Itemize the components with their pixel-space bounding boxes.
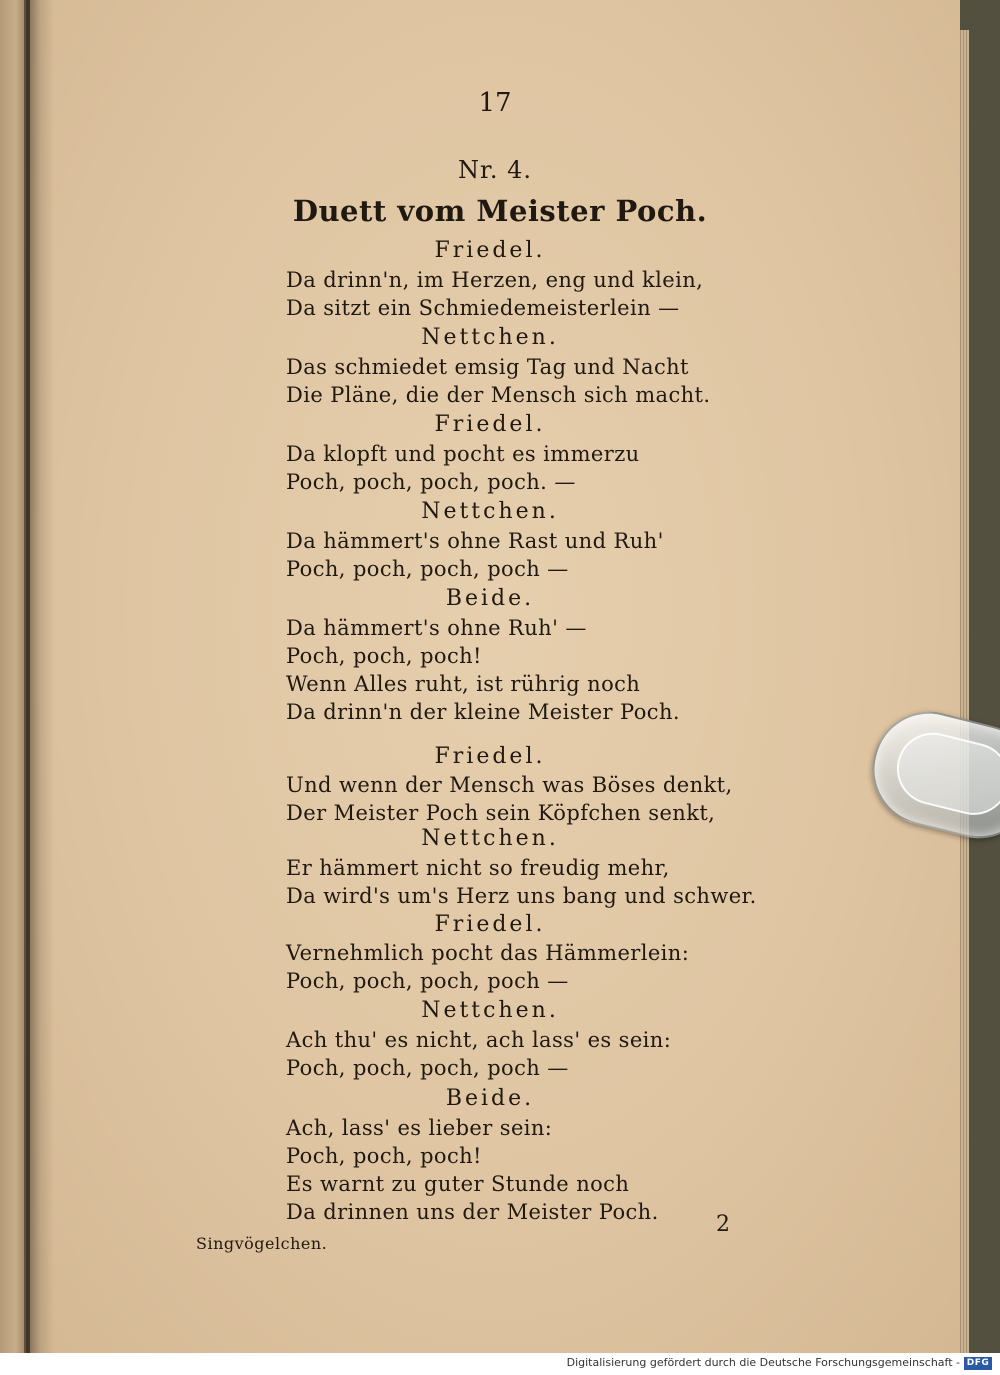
footer-credit: Digitalisierung gefördert durch die Deutsche Forschungsgemeinschaft - [566,1356,960,1369]
verse-line: Er hämmert nicht so freudig mehr, [286,856,670,880]
verse-line: Ach, lass' es lieber sein: [286,1116,553,1140]
verse-line: Da drinnen uns der Meister Poch. [286,1200,659,1224]
verse-line: Da drinn'n, im Herzen, eng und klein, [286,268,704,292]
verse-line: Poch, poch, poch! [286,644,482,668]
verse-line: Vernehmlich pocht das Hämmerlein: [286,941,690,965]
verse-line: Und wenn der Mensch was Böses denkt, [286,773,733,797]
speaker-name: Nettchen. [421,499,559,524]
signature-mark: Singvögelchen. [196,1234,328,1253]
book-gutter-shadow [24,0,54,1353]
verse-line: Da drinn'n der kleine Meister Poch. [286,700,680,724]
footer-bar [0,1353,1000,1375]
dfg-logo-icon: DFG [964,1357,992,1370]
verse-line: Poch, poch, poch, poch — [286,1056,569,1080]
verse-line: Wenn Alles ruht, ist rührig noch [286,672,641,696]
verse-line: Da wird's um's Herz uns bang und schwer. [286,884,757,908]
speaker-name: Friedel. [434,412,546,437]
verse-line: Poch, poch, poch, poch — [286,969,569,993]
speaker-name: Friedel. [434,744,546,769]
verse-line: Da hämmert's ohne Ruh' — [286,616,587,640]
speaker-name: Friedel. [434,912,546,937]
verse-line: Es warnt zu guter Stunde noch [286,1172,630,1196]
verse-line: Ach thu' es nicht, ach lass' es sein: [286,1028,672,1052]
glass-page-weight-highlight [889,725,1000,822]
verse-line: Der Meister Poch sein Köpfchen senkt, [286,801,716,825]
verse-line: Da sitzt ein Schmiedemeisterlein — [286,296,680,320]
sheet-number: 2 [716,1212,730,1237]
speaker-name: Beide. [445,1086,535,1111]
page-number: 17 [478,88,512,118]
verse-line: Poch, poch, poch, poch — [286,557,569,581]
speaker-name: Friedel. [434,238,546,263]
verse-line: Da hämmert's ohne Rast und Ruh' [286,529,664,553]
verse-line: Poch, poch, poch, poch. — [286,470,576,494]
verse-line: Poch, poch, poch! [286,1144,482,1168]
speaker-name: Beide. [445,586,535,611]
speaker-name: Nettchen. [421,826,559,851]
speaker-name: Nettchen. [421,325,559,350]
verse-line: Das schmiedet emsig Tag und Nacht [286,355,689,379]
verse-line: Die Pläne, die der Mensch sich macht. [286,383,711,407]
song-number: Nr. 4. [458,156,532,184]
song-title: Duett vom Meister Poch. [292,194,708,228]
facing-page-edge [0,0,26,1353]
verse-line: Da klopft und pocht es immerzu [286,442,640,466]
speaker-name: Nettchen. [421,998,559,1023]
